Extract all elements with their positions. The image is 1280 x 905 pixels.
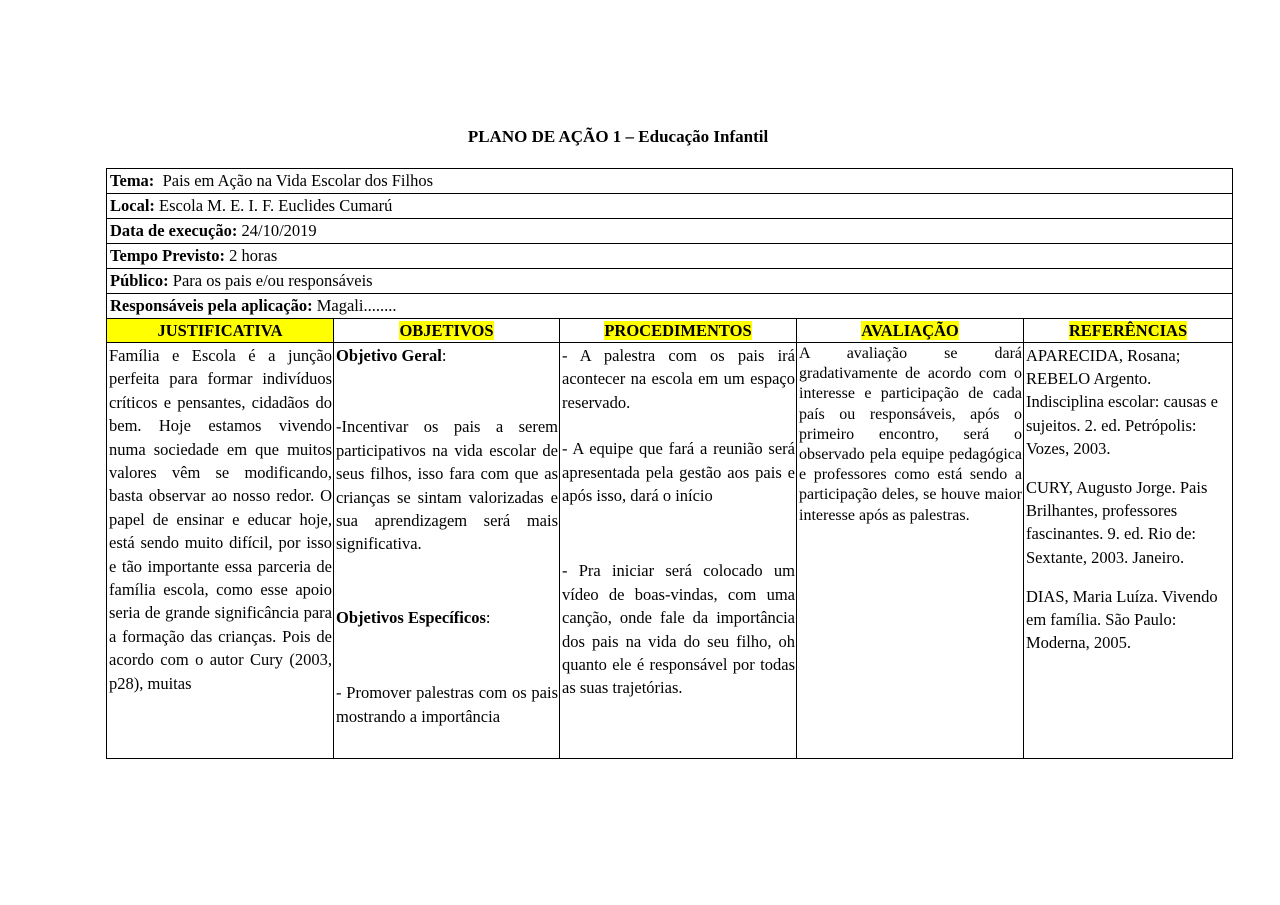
local-label: Local: [110,196,155,215]
avaliacao-text: A avaliação se dará gradativamente de acordo com o interesse e participação de cada país ou responsáveis, após o primeiro encontro, será o observado pela equipe pedagógica e professores como está sendo a participação deles, se houve maior interesse após as palestras. [799,345,1022,524]
column-header-row [107,319,1233,343]
objetivos-header: OBJETIVOS [399,320,494,340]
referencias-header: REFERÊNCIAS [1068,320,1188,340]
procedimento-1: - A palestra com os pais irá acontecer na escola em um espaço reservado. [562,346,795,412]
data-execucao-label: Data de execução: [110,221,238,240]
justificativa-header: JUSTIFICATIVA [107,319,334,343]
referencia-item: DIAS, Maria Luíza. Vivendo em família. São Paulo: Moderna, 2005. [1026,586,1218,653]
local-value: Escola M. E. I. F. Euclides Cumarú [159,196,393,215]
local-row [107,194,1233,219]
tema-label: Tema: [110,171,155,190]
objetivo-geral-colon: : [441,346,447,365]
tempo-previsto-label: Tempo Previsto: [110,246,226,265]
referencias-list [1026,344,1231,654]
tema-value: Pais em Ação na Vida Escolar dos Filhos [162,171,434,190]
publico-label: Público: [110,271,169,290]
publico-value: Para os pais e/ou responsáveis [172,271,373,290]
tema-row [107,169,1233,194]
justificativa-text: Família e Escola é a junção perfeita para formar indivíduos críticos e pensantes, cidadãos do bem. Hoje estamos vivendo numa sociedade em que muitos valores vêm se modificando, basta observar ao nosso redor. O papel de ensinar e educar hoje, está sendo muito difícil, por isso e tão importante essa parceria de família escola, como esse apoio seria de grande significância para a formação das crianças. Pois de acordo com o autor Cury (2003, p28), muitas [109,346,332,693]
objetivos-especificos-colon: : [485,607,491,627]
procedimento-3: - Pra iniciar será colocado um vídeo de boas-vindas, com uma canção, onde fale da importância dos pais na vida do seu filho, oh quanto ele é responsável por todas as suas trajetórias. [562,561,795,698]
publico-row [107,269,1233,294]
referencia-item: APARECIDA, Rosana; REBELO Argento. Indisciplina escolar: causas e sujeitos. 2. ed. Petrópolis: Vozes, 2003. [1026,346,1218,458]
responsaveis-value: Magali........ [316,296,397,315]
procedimentos-header: PROCEDIMENTOS [604,320,752,340]
objetivo-geral-label: Objetivo Geral [336,346,442,365]
tempo-previsto-row [107,244,1233,269]
responsaveis-row [107,294,1233,319]
tempo-previsto-value: 2 horas [229,246,278,265]
objetivos-content [336,344,558,728]
objetivo-geral-text: -Incentivar os pais a serem participativos na vida escolar de seus filhos, isso fara com que as crianças se sintam valorizadas e sua aprendizagem será mais significativa. [336,417,558,554]
responsaveis-label: Responsáveis pela aplicação: [110,296,313,315]
avaliacao-header: AVALIAÇÃO [861,320,959,340]
procedimentos-content [562,344,795,700]
action-plan-table [106,168,1233,759]
referencia-item: CURY, Augusto Jorge. Pais Brilhantes, professores fascinantes. 9. ed. Rio de: Sextante, 2003. Janeiro. [1026,478,1208,567]
objetivos-especificos-text: - Promover palestras com os pais mostrando a importância [336,683,558,726]
objetivos-especificos-label: Objetivos Específicos [336,607,486,627]
data-execucao-value: 24/10/2019 [241,221,317,240]
page-title: PLANO DE AÇÃO 1 – Educação Infantil [467,127,769,146]
data-execucao-row [107,219,1233,244]
content-row [107,343,1233,759]
procedimento-2: - A equipe que fará a reunião será apresentada pela gestão aos pais e após isso, dará o início [562,439,795,506]
